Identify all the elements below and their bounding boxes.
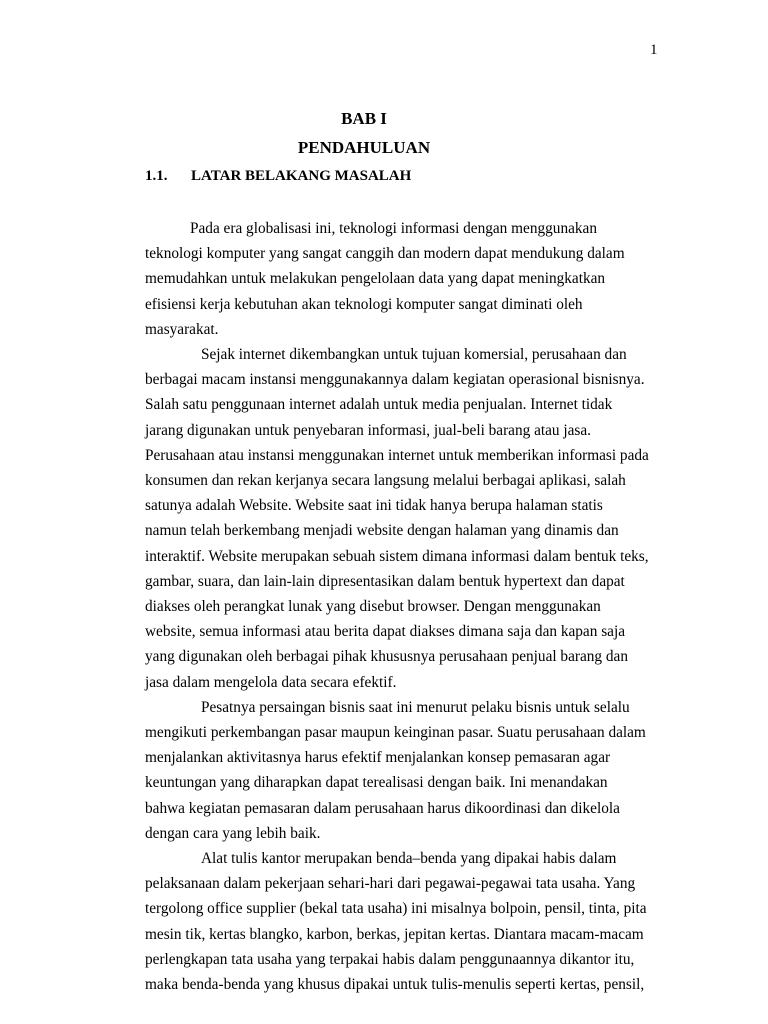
text-line: teknologi komputer yang sangat canggih dan modern dapat mendukung dalam <box>145 245 625 263</box>
text-line: pelaksanaan dalam pekerjaan sehari-hari dari pegawai-pegawai tata usaha. Yang <box>145 875 636 893</box>
chapter-title: PENDAHULUAN <box>297 138 431 157</box>
paragraph <box>145 216 665 342</box>
chapter-label: BAB I <box>341 109 387 128</box>
text-line: efisiensi kerja kebutuhan akan teknologi komputer sangat diminati oleh <box>145 295 583 313</box>
text-line: perlengkapan tata usaha yang terpakai habis dalam penggunaannya dikantor itu, <box>145 950 635 968</box>
text-line: jarang digunakan untuk penyebaran informasi, jual-beli barang atau jasa. <box>145 421 591 439</box>
text-line: dengan cara yang lebih baik. <box>145 824 321 842</box>
text-line: Salah satu penggunaan internet adalah untuk media penjualan. Internet tidak <box>145 396 613 414</box>
text-line: gambar, suara, dan lain-lain dipresentasikan dalam bentuk hypertext dan dapat <box>145 572 625 590</box>
page-number: 1 <box>650 42 658 58</box>
text-line: diakses oleh perangkat lunak yang disebut browser. Dengan menggunakan <box>145 598 601 616</box>
text-line: interaktif. Website merupakan sebuah sistem dimana informasi dalam bentuk teks, <box>145 547 649 565</box>
text-line: namun telah berkembang menjadi website dengan halaman yang dinamis dan <box>145 522 619 540</box>
section-title: LATAR BELAKANG MASALAH <box>191 168 412 184</box>
text-line: mengikuti perkembangan pasar maupun keinginan pasar. Suatu perusahaan dalam <box>145 724 646 742</box>
text-line: menjalankan aktivitasnya harus efektif menjalankan konsep pemasaran agar <box>145 749 611 767</box>
text-line: mesin tik, kertas blangko, karbon, berkas, jepitan kertas. Diantara macam-macam <box>145 925 644 943</box>
text-line: satunya adalah Website. Website saat ini tidak hanya berupa halaman statis <box>145 497 603 515</box>
text-line: konsumen dan rekan kerjanya secara langsung melalui berbagai aplikasi, salah <box>145 472 626 490</box>
text-line: Alat tulis kantor merupakan benda–benda yang dipakai habis dalam <box>201 850 617 868</box>
text-line: yang digunakan oleh berbagai pihak khususnya perusahaan penjual barang dan <box>145 648 628 666</box>
text-line: memudahkan untuk melakukan pengelolaan data yang dapat meningkatkan <box>145 270 606 288</box>
section-heading <box>145 168 411 185</box>
text-line: berbagai macam instansi menggunakannya dalam kegiatan operasional bisnisnya. <box>145 371 645 389</box>
section-number: 1.1. <box>145 168 168 184</box>
body-text <box>145 216 665 997</box>
text-line: Sejak internet dikembangkan untuk tujuan komersial, perusahaan dan <box>201 346 627 364</box>
text-line: masyarakat. <box>145 320 219 338</box>
text-line: tergolong office supplier (bekal tata usaha) ini misalnya bolpoin, pensil, tinta, pita <box>145 900 647 918</box>
paragraph <box>145 695 665 846</box>
paragraph <box>145 342 665 695</box>
text-line: jasa dalam mengelola data secara efektif. <box>145 673 397 691</box>
text-line: website, semua informasi atau berita dapat diakses dimana saja dan kapan saja <box>145 623 625 641</box>
text-line: bahwa kegiatan pemasaran dalam perusahaan harus dikoordinasi dan dikelola <box>145 799 620 817</box>
text-line: Pada era globalisasi ini, teknologi informasi dengan menggunakan <box>190 220 597 237</box>
text-line: maka benda-benda yang khusus dipakai untuk tulis-menulis seperti kertas, pensil, <box>145 976 645 994</box>
paragraph <box>145 846 665 997</box>
text-line: Perusahaan atau instansi menggunakan internet untuk memberikan informasi pada <box>145 446 649 464</box>
text-line: Pesatnya persaingan bisnis saat ini menurut pelaku bisnis untuk selalu <box>201 698 630 716</box>
text-line: keuntungan yang diharapkan dapat terealisasi dengan baik. Ini menandakan <box>145 774 608 792</box>
